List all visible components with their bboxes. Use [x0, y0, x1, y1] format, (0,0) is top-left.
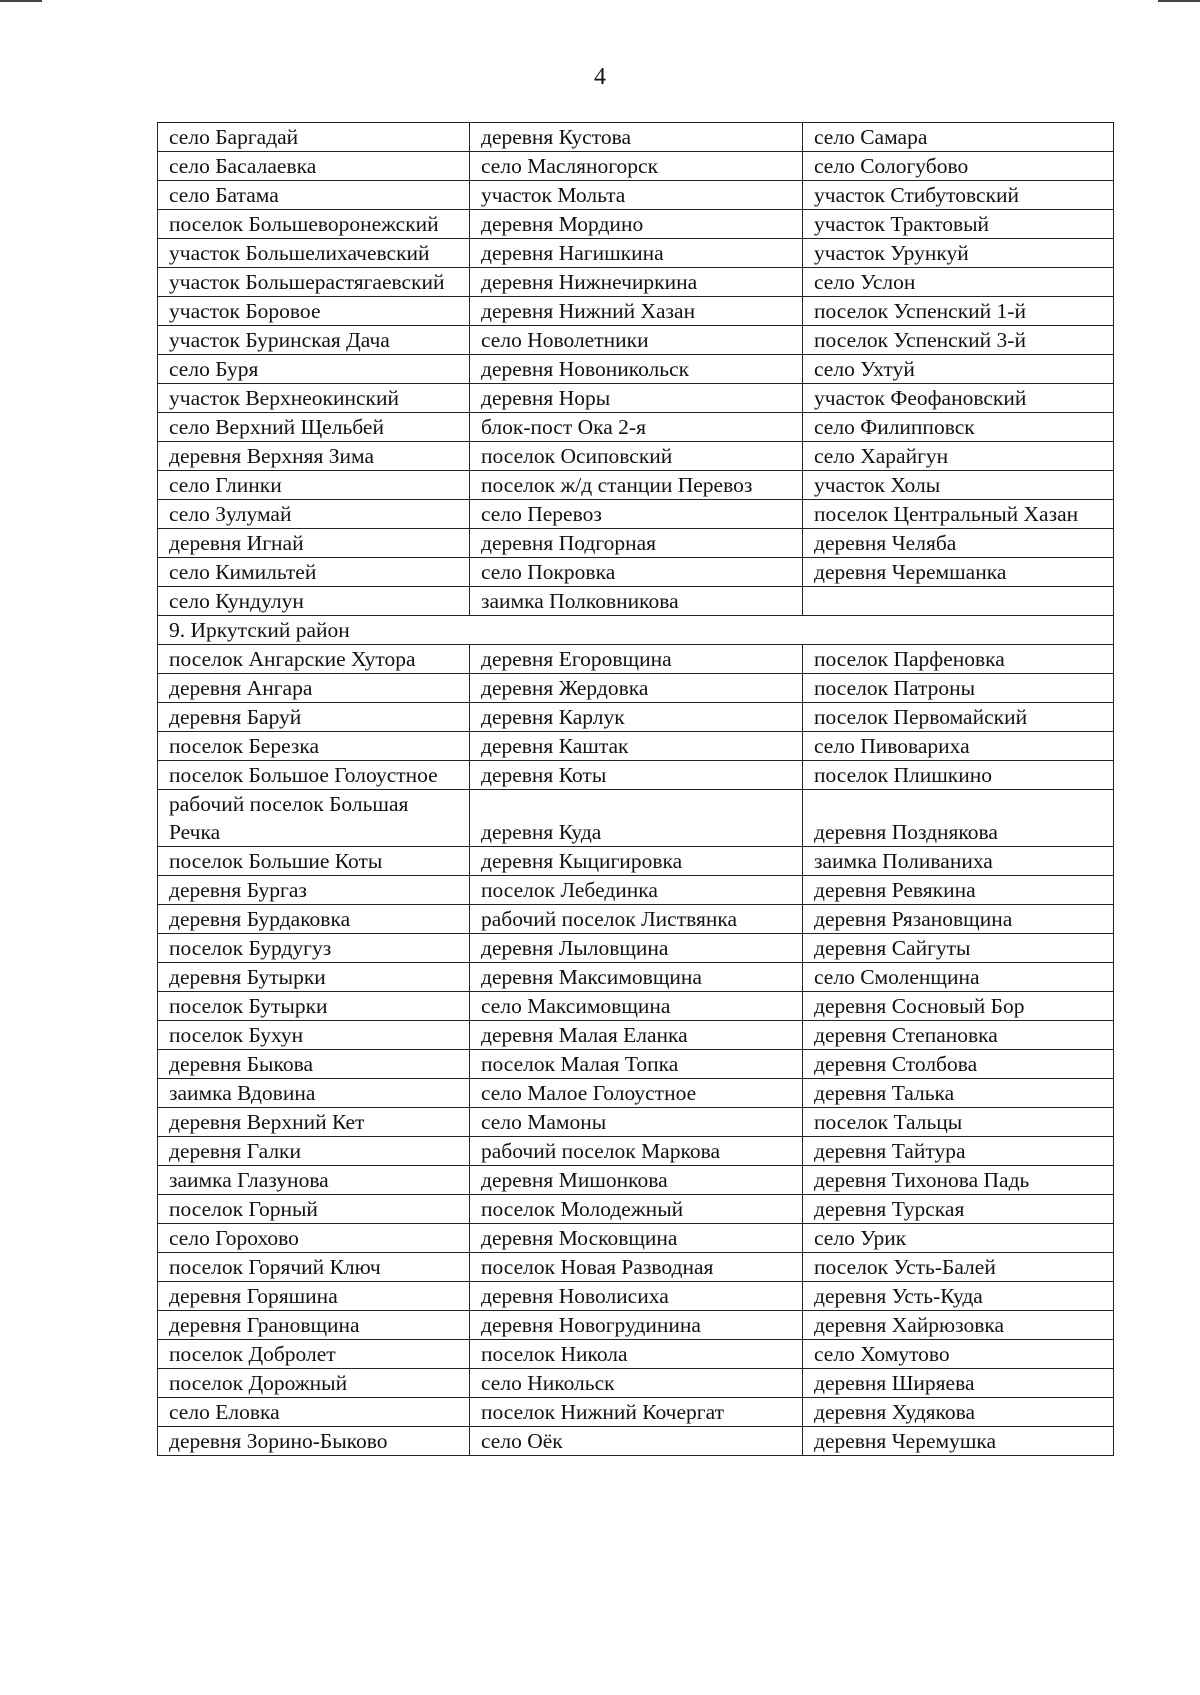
table-cell: деревня Зорино-Быково [158, 1427, 470, 1456]
table-cell: деревня Норы [470, 384, 803, 413]
section-title: 9. Иркутский район [158, 616, 1114, 645]
table-cell: деревня Сайгуты [803, 934, 1114, 963]
table-cell: участок Мольта [470, 181, 803, 210]
table-cell: село Батама [158, 181, 470, 210]
table-cell: деревня Хайрюзовка [803, 1311, 1114, 1340]
table-cell: рабочий поселок Маркова [470, 1137, 803, 1166]
table-row [158, 790, 1114, 847]
table-cell: село Басалаевка [158, 152, 470, 181]
table-cell: деревня Лыловщина [470, 934, 803, 963]
table-row [158, 1050, 1114, 1079]
table-cell: село Масляногорск [470, 152, 803, 181]
table-cell [803, 587, 1114, 616]
table-cell: деревня Куда [470, 790, 803, 847]
table-cell: деревня Турская [803, 1195, 1114, 1224]
table-cell: поселок Добролет [158, 1340, 470, 1369]
table-cell: село Урик [803, 1224, 1114, 1253]
table-row [158, 413, 1114, 442]
table-row [158, 558, 1114, 587]
table-cell: деревня Сосновый Бор [803, 992, 1114, 1021]
table-cell: деревня Быкова [158, 1050, 470, 1079]
table-cell: участок Урункуй [803, 239, 1114, 268]
table-row [158, 1253, 1114, 1282]
section-body [158, 616, 1114, 645]
table-cell: деревня Горяшина [158, 1282, 470, 1311]
table-cell: село Ухтуй [803, 355, 1114, 384]
table-row [158, 268, 1114, 297]
table-cell: поселок Ангарские Хутора [158, 645, 470, 674]
table-cell: деревня Галки [158, 1137, 470, 1166]
table-row [158, 181, 1114, 210]
table-cell: поселок Малая Топка [470, 1050, 803, 1079]
table-cell: поселок Большеворонежский [158, 210, 470, 239]
table-row [158, 703, 1114, 732]
page-number: 4 [594, 64, 606, 90]
table-cell: поселок Никола [470, 1340, 803, 1369]
table-cell: деревня Малая Еланка [470, 1021, 803, 1050]
table-row [158, 1195, 1114, 1224]
table-cell: село Еловка [158, 1398, 470, 1427]
table-cell: участок Большерастягаевский [158, 268, 470, 297]
table-cell: деревня Верхний Кет [158, 1108, 470, 1137]
section-header-row [158, 616, 1114, 645]
table-cell: поселок Горный [158, 1195, 470, 1224]
table-cell: деревня Талька [803, 1079, 1114, 1108]
table-cell: заимка Глазунова [158, 1166, 470, 1195]
table-cell: село Покровка [470, 558, 803, 587]
table-row [158, 1369, 1114, 1398]
table-cell: поселок Успенский 1-й [803, 297, 1114, 326]
table-cell: поселок Молодежный [470, 1195, 803, 1224]
table-cell: поселок Бурдугуз [158, 934, 470, 963]
settlements-table [157, 122, 1114, 1456]
table-row [158, 529, 1114, 558]
table-cell: блок-пост Ока 2-я [470, 413, 803, 442]
table-cell: деревня Каштак [470, 732, 803, 761]
table-cell: деревня Ангара [158, 674, 470, 703]
table-cell: село Буря [158, 355, 470, 384]
table-cell: село Смоленщина [803, 963, 1114, 992]
table-cell: село Услон [803, 268, 1114, 297]
table-cell: село Филипповск [803, 413, 1114, 442]
scan-corner-mark [1158, 0, 1200, 2]
table-cell: деревня Кыцигировка [470, 847, 803, 876]
table-row [158, 1311, 1114, 1340]
table-cell: рабочий поселок Большая Речка [158, 790, 470, 847]
table-cell: поселок Тальцы [803, 1108, 1114, 1137]
table-cell: поселок Дорожный [158, 1369, 470, 1398]
table-cell: поселок Бухун [158, 1021, 470, 1050]
table-cell: поселок Успенский 3-й [803, 326, 1114, 355]
table-cell: поселок Большое Голоустное [158, 761, 470, 790]
table-cell: деревня Баруй [158, 703, 470, 732]
table-cell: село Мамоны [470, 1108, 803, 1137]
table-cell: участок Боровое [158, 297, 470, 326]
table-row [158, 905, 1114, 934]
table-cell: деревня Черемшанка [803, 558, 1114, 587]
table-cell: деревня Егоровщина [470, 645, 803, 674]
table-cell: село Максимовщина [470, 992, 803, 1021]
table-cell: деревня Коты [470, 761, 803, 790]
table-cell: деревня Подгорная [470, 529, 803, 558]
table-cell: деревня Новоникольск [470, 355, 803, 384]
table-cell: деревня Тихонова Падь [803, 1166, 1114, 1195]
table-cell: деревня Нижнечиркина [470, 268, 803, 297]
table-row [158, 732, 1114, 761]
table-cell: поселок Березка [158, 732, 470, 761]
table-cell: поселок Новая Разводная [470, 1253, 803, 1282]
table-cell: поселок Парфеновка [803, 645, 1114, 674]
table-row [158, 645, 1114, 674]
table-cell: деревня Жердовка [470, 674, 803, 703]
table-cell: деревня Ширяева [803, 1369, 1114, 1398]
table-cell: участок Феофановский [803, 384, 1114, 413]
table-row [158, 1166, 1114, 1195]
table-cell: деревня Грановщина [158, 1311, 470, 1340]
table-cell: деревня Верхняя Зима [158, 442, 470, 471]
table-cell: село Оёк [470, 1427, 803, 1456]
table-cell: деревня Черемушка [803, 1427, 1114, 1456]
table-cell: село Харайгун [803, 442, 1114, 471]
table-cell: село Новолетники [470, 326, 803, 355]
table-cell: участок Большелихачевский [158, 239, 470, 268]
table-cell: деревня Карлук [470, 703, 803, 732]
table-row [158, 1079, 1114, 1108]
table-row [158, 761, 1114, 790]
table-cell: деревня Нижний Хазан [470, 297, 803, 326]
table-cell: село Малое Голоустное [470, 1079, 803, 1108]
lower-table-body [158, 645, 1114, 1456]
table-cell: рабочий поселок Листвянка [470, 905, 803, 934]
table-row [158, 674, 1114, 703]
table-row [158, 355, 1114, 384]
table-cell: деревня Худякова [803, 1398, 1114, 1427]
table-cell: деревня Бургаз [158, 876, 470, 905]
table-row [158, 992, 1114, 1021]
table-cell: деревня Игнай [158, 529, 470, 558]
table-row [158, 1108, 1114, 1137]
table-cell: деревня Столбова [803, 1050, 1114, 1079]
table-row [158, 1224, 1114, 1253]
table-row [158, 297, 1114, 326]
table-cell: село Зулумай [158, 500, 470, 529]
table-cell: заимка Поливаниха [803, 847, 1114, 876]
table-row [158, 384, 1114, 413]
scan-corner-mark [0, 0, 42, 2]
table-row [158, 847, 1114, 876]
table-row [158, 210, 1114, 239]
table-cell: участок Холы [803, 471, 1114, 500]
table-row [158, 1398, 1114, 1427]
table-row [158, 152, 1114, 181]
table-cell: участок Верхнеокинский [158, 384, 470, 413]
table-cell: село Кундулун [158, 587, 470, 616]
table-cell: деревня Новолисиха [470, 1282, 803, 1311]
table-cell: деревня Челяба [803, 529, 1114, 558]
table-row [158, 500, 1114, 529]
table-row [158, 326, 1114, 355]
table-cell: поселок Лебединка [470, 876, 803, 905]
table-row [158, 963, 1114, 992]
document-sheet [157, 122, 1113, 1456]
upper-table-body [158, 123, 1114, 616]
table-cell: деревня Бутырки [158, 963, 470, 992]
table-row [158, 471, 1114, 500]
table-cell: заимка Вдовина [158, 1079, 470, 1108]
table-cell: деревня Максимовщина [470, 963, 803, 992]
table-cell: поселок Бутырки [158, 992, 470, 1021]
table-row [158, 1282, 1114, 1311]
table-cell: деревня Новогрудинина [470, 1311, 803, 1340]
table-cell: поселок Усть-Балей [803, 1253, 1114, 1282]
table-cell: поселок Горячий Ключ [158, 1253, 470, 1282]
table-cell: деревня Рязановщина [803, 905, 1114, 934]
table-cell: деревня Кустова [470, 123, 803, 152]
table-cell: поселок Патроны [803, 674, 1114, 703]
table-cell: деревня Московщина [470, 1224, 803, 1253]
table-row [158, 1427, 1114, 1456]
table-cell: поселок ж/д станции Перевоз [470, 471, 803, 500]
table-cell: село Баргадай [158, 123, 470, 152]
table-cell: село Самара [803, 123, 1114, 152]
table-cell: село Верхний Щельбей [158, 413, 470, 442]
table-cell: село Сологубово [803, 152, 1114, 181]
table-row [158, 934, 1114, 963]
table-cell: поселок Нижний Кочергат [470, 1398, 803, 1427]
table-cell: поселок Центральный Хазан [803, 500, 1114, 529]
table-row [158, 442, 1114, 471]
table-cell: участок Стибутовский [803, 181, 1114, 210]
table-cell: деревня Нагишкина [470, 239, 803, 268]
table-cell: село Пивовариха [803, 732, 1114, 761]
table-cell: деревня Усть-Куда [803, 1282, 1114, 1311]
table-cell: село Никольск [470, 1369, 803, 1398]
table-cell: деревня Тайтура [803, 1137, 1114, 1166]
table-row [158, 587, 1114, 616]
table-cell: деревня Мишонкова [470, 1166, 803, 1195]
table-cell: заимка Полковникова [470, 587, 803, 616]
table-row [158, 876, 1114, 905]
table-cell: поселок Осиповский [470, 442, 803, 471]
table-cell: деревня Степановка [803, 1021, 1114, 1050]
table-cell: участок Трактовый [803, 210, 1114, 239]
table-cell: деревня Мордино [470, 210, 803, 239]
table-cell: село Глинки [158, 471, 470, 500]
table-cell: поселок Плишкино [803, 761, 1114, 790]
table-cell: участок Буринская Дача [158, 326, 470, 355]
table-cell: деревня Позднякова [803, 790, 1114, 847]
table-row [158, 1021, 1114, 1050]
table-cell: село Горохово [158, 1224, 470, 1253]
table-cell: деревня Бурдаковка [158, 905, 470, 934]
table-cell: деревня Ревякина [803, 876, 1114, 905]
table-row [158, 239, 1114, 268]
table-row [158, 1340, 1114, 1369]
table-cell: село Кимильтей [158, 558, 470, 587]
table-row [158, 123, 1114, 152]
table-row [158, 1137, 1114, 1166]
table-cell: поселок Большие Коты [158, 847, 470, 876]
table-cell: село Перевоз [470, 500, 803, 529]
table-cell: поселок Первомайский [803, 703, 1114, 732]
table-cell: село Хомутово [803, 1340, 1114, 1369]
